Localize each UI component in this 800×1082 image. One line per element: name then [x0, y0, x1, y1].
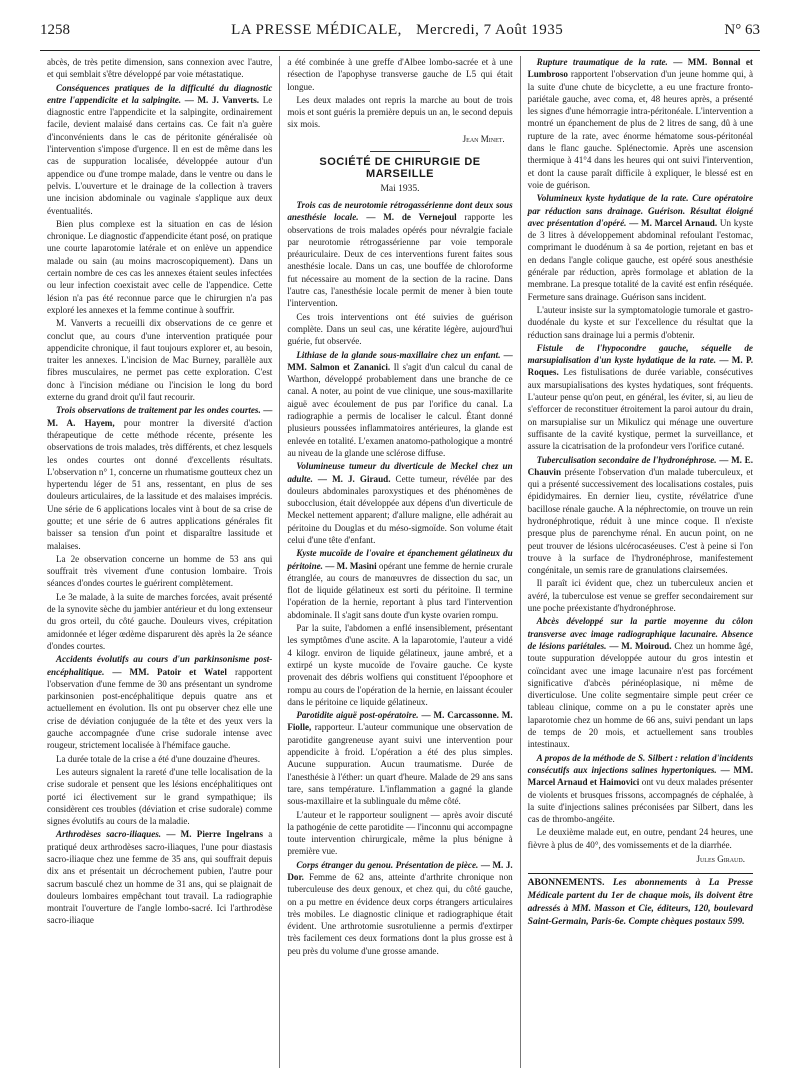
section-author: — M. Carcassonne. M. Fiolle, — [287, 710, 513, 733]
section-entry — [287, 859, 512, 957]
society-date: Mai 1935. — [380, 183, 420, 194]
issue-date: Mercredi, 7 Août 1935 — [416, 22, 564, 38]
section-text: Cette tumeur, révélée par des douleurs abdominales paroxystiques et des phénomènes de subocclusion, était développée aux dépens d'un diverticule de Meckel nettement apparent; d'allure maligne, elle adhérait au péritoine du Douglas et du méso-sigmoïde. Son volume était celui d'une tête d'enfant. — [287, 473, 513, 545]
column-1 — [40, 56, 279, 1068]
paragraph: Les auteurs signalent la rareté d'une telle localisation de la crise sudorale et pensent que les lésions encéphalitiques ont porté ici électivement sur le grand sympathique; ils considèrent ces troubles (déviation et crise sudorale) comme signes évolutifs au cours de la maladie. — [47, 766, 273, 827]
issue-number: N° 63 — [724, 22, 760, 38]
author-signature: Jules Giraud. — [696, 854, 745, 864]
paragraph: Ces trois interventions ont été suivies de guérison complète. Dans un seul cas, une kératite légère, aujourd'hui guérie, fut observée. — [287, 311, 513, 347]
section-text: Les fistulisations de durée variable, consécutives aux marsupialisations des kystes hydatiques, sont fréquents. L'auteur pense qu'on peut, en général, les éviter, si, au lieu de s'efforcer de reconstituer étroitement la paroi autour du drain, on marsupialise sur un Mikulicz qui ménage une ouverture suffisante de la cavité kystique, permet la surveillance, et assure la cicatrisation de la profondeur vers l'orifice cutané. — [527, 367, 753, 452]
section-text: rapportent l'observation d'un jeune homme qui, à la suite d'une chute de bicyclette, a eu une fracture fronto-pariétale gauche, avec coma, et, 48 heures après, a présenté les signes d'une hémorragie intra-péritonéale. L'intervention a montré un épanchement de plus de 2 litres de sang, dû à une rupture de la rate, avec énorme hématome sous-péritonéal dans le flanc gauche. Splénectomie. Après une ascension thermique à 41°4 dans les heures qui ont suivi l'intervention, et dont la cause paraît difficile à expliquer, le blessé est en voie de guérison. — [527, 69, 753, 190]
section-text: rapportent l'observation d'une femme de 30 ans présentant un syndrome parkinsonien post-encéphalitique depuis quatre ans et actuellement en évolution. Ils ont pu observer chez elle une crise de déviation conjuguée de la tête et des yeux vers la gauche accompagnée d'une crise sudorale intense avec rougeur, strictement localisée à l'hémiface gauche. — [47, 666, 273, 751]
paragraph: a été combinée à une greffe d'Albee lombo-sacrée et à une résection de l'apophyse transverse gauche de L5 qui était longue. — [287, 57, 513, 92]
divider — [528, 873, 753, 874]
section-text: présente l'observation d'un malade tuberculeux, et qui a présenté successivement des localisations costales, puis épididymaires. En dernier lieu, cystite, révélatrice d'une bacillose rénale gauche. A la néphrectomie, on trouve un rein hydronéphrotique, réduit à une mince coque. Il n'existe presque plus de parenchyme rénal. En aucun point, on ne peut trouver de lésions ulcérocaséeuses. C'est à peine si l'on trouve à la surface de l'hydronéphrose, manifestement congénitale, un semis rare de granulations clairsemées. — [527, 466, 753, 576]
section-entry — [287, 547, 512, 621]
section-entry — [47, 828, 272, 926]
paragraph: Le deuxième malade eut, en outre, pendant 24 heures, une fièvre à plus de 40°, des vomissements et de la diarrhée. — [527, 827, 753, 850]
column-2 — [279, 56, 519, 1068]
section-text: Le diagnostic entre l'appendicite et la salpingite, ordinairement facile, devient malaisé dans certains cas. Ce fait n'a guère d'inconvénients dans le cas de péritonite généralisée où l'intervention s'impose d'urgence. Il en est de même dans les cas de suppuration localisée, développée autour d'un appendice ou d'une trompe malade, dans le ventre ou dans le pelvis. L'ouverture et le drainage de la collection à travers une incision abdominale ou vaginale s'applique aux deux éventualités. — [47, 94, 273, 216]
author-signature: Jean Minet. — [462, 133, 505, 144]
paragraph: Bien plus complexe est la situation en cas de lésion chronique. Le diagnostic d'appendicite étant posé, on pratique une courte laparotomie latérale et on enlève un appendice malade ou sain (au moins macroscopiquement). Dans un certain nombre de ces cas les annexes étaient seules infectées ou leur infection coexistait avec celle de l'appendice. Cette lésion n'a pas été reconnue parce que le chirurgien n'a pas exploré les annexes et la femme continue à souffrir. — [47, 218, 273, 315]
section-title: Accidents évolutifs au cours d'un parkinsonisme post-encéphalitique. — [47, 654, 273, 677]
section-title: A propos de la méthode de S. Silbert : relation d'incidents consécutifs aux injections salines hypertoniques. — [527, 752, 753, 775]
section-text: rapporteur. L'auteur communique une observation de parotidite gangreneuse ayant suivi une intervention pour appendicite à froid. L'opération a été des plus simples. Aucune suppuration. Aucun traumatisme. Durée de l'anesthésie à l'éther: un quart d'heure. Malade de 29 ans sans tare, sans température. L'inflammation a gagné la glande sous-maxillaire et la sublinguale du même côté. — [287, 722, 513, 807]
section-author: — M. Masini — [325, 560, 377, 571]
page-number: 1258 — [40, 22, 70, 38]
section-title: Fistule de l'hypocondre gauche, séquelle de marsupialisation d'un kyste hydatique de la rate. — [527, 342, 753, 366]
paragraph: La durée totale de la crise a été d'une douzaine d'heures. — [56, 753, 260, 764]
section-entry — [47, 404, 272, 552]
section-author: — M. P. Roques. — [527, 355, 753, 378]
subscription-heading: ABONNEMENTS. — [527, 878, 605, 889]
section-title: Trois cas de neurotomie rétrogassérienne dont deux sous anesthésie locale. — [287, 199, 513, 223]
paragraph: La 2e observation concerne un homme de 53 ans qui souffrait très vivement d'une contusion lombaire. Trois séances d'ondes courtes le guérirent complètement. — [47, 553, 273, 589]
journal-masthead — [70, 22, 724, 39]
section-author: — MM. Bonnal et Lumbroso — [527, 57, 753, 80]
section-entry — [287, 349, 512, 460]
section-title: Volumineuse tumeur du diverticule de Meckel chez un adulte. — [287, 461, 513, 484]
section-text: a pratiqué deux arthrodèses sacro-iliaques, l'une pour diastasis sacro-iliaque chez une femme de 35 ans, qui souffrait depuis dix ans et présentait un décrochement pubien, l'autre pour sacrum basculé chez un homme de 31 ans, qui se plaignait de douleurs lombaires empêchant tout travail. La radiographie montrait l'ouverture de l'angle lombo-sacré. Ici l'arthrodèse sacro-iliaque — [47, 829, 273, 926]
section-author: — M. A. Hayem, — [47, 405, 273, 428]
section-author: — MM. Marcel Arnaud et Haimovici — [527, 764, 753, 788]
section-entry — [47, 653, 272, 751]
section-title: Corps étranger du genou. Présentation de pièce. — [296, 859, 479, 870]
section-author: — M. J. Vanverts. — [184, 94, 260, 105]
section-text: Femme de 62 ans, atteinte d'arthrite chronique non tuberculeuse des deux genoux, et chez qui, du côté gauche, on a pu mettre en évidence deux corps étrangers articulaires très mobiles. Le diagnostic clinique et radiographique était évident. Une arthrotomie susrotulienne a permis d'extirper très facilement ces deux formations dont la plus grosse est à peu près du volume d'une grosse amande. — [287, 872, 513, 956]
section-text: Chez un homme âgé, toute suppuration développée autour du gros intestin et coïncidant avec une image lacunaire n'est pas forcément significative d'abcès périnéoplasique, ni même de diverticulose. Une colite segmentaire simple peut créer ce tableau clinique, comme on a pu le constater après une laparotomie chez un homme de 66 ans, suivi pendant un laps de temps de 20 mois, et actuellement sans troubles intestinaux. — [527, 640, 753, 750]
section-title: Abcès développé sur la partie moyenne du côlon transverse avec image radiographique lacunaire. Absence de lésions pariétales. — [527, 616, 753, 651]
section-entry — [528, 192, 753, 303]
divider — [370, 151, 430, 152]
section-text: Il s'agit d'un calcul du canal de Warthon, développé probablement dans une branche de ce canal. A noter, au point de vue clinique, une sous-maxillarite aiguë avec écoulement de pus par l'orifice du canal. La radiographie a permis de localiser le calcul. Étant donné plusieurs poussées inflammatoires antérieures, la glande est enlevée en totalité. L'examen anatomo-pathologique a montré au niveau de la glande une sclérose diffuse. — [287, 361, 513, 458]
section-title: Arthrodèses sacro-iliaques. — [56, 829, 162, 840]
page-header — [40, 22, 760, 44]
section-author: — MM. Salmon et Zananici. — [287, 349, 513, 372]
section-title: Volumineux kyste hydatique de la rate. Cure opératoire par réduction sans drainage. Guérison. Résultat éloigné avec présentation d'opéré. — [527, 193, 753, 228]
section-entry — [287, 199, 512, 310]
section-entry — [528, 752, 753, 826]
section-title: Tuberculisation secondaire de l'hydronéphrose. — [536, 454, 717, 465]
article-columns — [40, 56, 760, 1068]
section-title: Rupture traumatique de la rate. — [536, 57, 668, 67]
section-title: Lithiase de la glande sous-maxillaire chez un enfant. — [296, 349, 501, 360]
section-title: Kyste mucoïde de l'ovaire et épanchement gélatineux du péritoine. — [287, 548, 513, 571]
subscription-notice — [528, 877, 753, 929]
section-author: — M. Marcel Arnaud. — [629, 217, 718, 228]
society-heading: SOCIÉTÉ DE CHIRURGIE DE MARSEILLE — [319, 156, 481, 181]
paragraph: L'auteur insiste sur la symptomatologie tumorale et gastro-duodénale du kyste et sur l'excellence du résultat que la réduction sans drainage lui a permis d'obtenir. — [527, 304, 753, 340]
section-title: Trois observations de traitement par les ondes courtes. — [56, 405, 261, 416]
section-text: pour montrer la diversité d'action thérapeutique de cette méthode récente, présente les observations de trois malades, très différents, et chez lesquels les ondes courtes ont donné d'excellents résultats. L'observation n° 1, concerne un rhumatisme goutteux chez un hypertendu léger de 51 ans, ressentant, en plus de ses douleurs articulaires, de la lassitude et des malaises imprécis. Une série de 6 applications locales vint à bout de sa crise de goutte; et une série de 6 autres applications générales fit baisser sa tension d'un point et disparaître lassitude et malaises. — [47, 417, 273, 551]
paragraph: Par la suite, l'abdomen a enflé insensiblement, présentant les symptômes d'une ascite. A la laparotomie, l'auteur a vidé 4 kilogr. environ de liquide gélatineux, jaune ambré, et a extirpé un kyste mucoïde de l'ovaire gauche. Ce kyste provenait des débris wolfiens qui constituent l'époophore et rompu au cours de l'opération de la hernie, en laissant écouler dans le péritoine ce liquide gélatineux. — [287, 623, 513, 707]
section-author: — M. de Vernejoul — [366, 212, 457, 223]
section-author: — MM. Patoir et Watel — [112, 666, 227, 677]
subscription-text: Les abonnements à La Presse Médicale partent du 1er de chaque mois, ils doivent être adressés à MM. Masson et Cie, éditeurs, 120, boulevard Saint-Germain, Paris-6e. Compte chèques postaux 599. — [527, 878, 753, 928]
section-entry — [287, 460, 512, 546]
section-entry — [528, 454, 753, 577]
section-text: opérant une femme de hernie crurale étranglée, au cours de manœuvres de dissection du sac, un flot de liquide gélatineux est sorti du péritoine. Il termine l'opération de la hernie, reportant à plus tard l'intervention abdominale. Il s'agit sans doute d'un kyste ovarien rompu. — [287, 560, 513, 620]
section-entry — [528, 615, 753, 750]
section-entry — [47, 82, 272, 217]
paragraph: Il paraît ici évident que, chez un tuberculeux ancien et avéré, la tuberculose est venue se greffer secondairement sur une poche préexistante d'hydronéphrose. — [527, 578, 753, 614]
section-entry — [528, 56, 753, 191]
header-rule — [40, 50, 760, 51]
section-author: — M. J. Dor. — [287, 859, 513, 882]
section-entry — [287, 709, 512, 807]
section-text: rapporte les observations de trois malades opérés pour névralgie faciale par neurotomie rétrogassérienne par voie temporale préauriculaire. Deux de ces interventions furent faites sous anesthésie locale. Dans un cas, une bouffée de chloroforme fut nécessaire au moment de la section de la racine. Dans l'autre cas, l'anesthésie locale permit de mener à bien toute l'intervention. — [287, 212, 513, 309]
section-text: ont vu deux malades présenter de violents et brusques frissons, accompagnés de céphalée, à la suite d'injections salines préconisées par Silbert, dans les cas de thrombo-angéite. — [527, 777, 753, 825]
section-author: — M. Pierre Ingelrans — [166, 829, 264, 840]
section-title: Conséquences pratiques de la difficulté du diagnostic entre l'appendicite et la salpingite. — [47, 82, 273, 105]
section-text: Un kyste de 3 litres à développement abdominal refoulant l'estomac, comprimant le duodénum à sa 4e portion, rejetant en bas et en dedans l'angle colique gauche, est opéré sous anesthésie générale par réduction, après formolage et ablation de la membrane. La presque totalité de la cavité est enfin réséquée. Fermeture sans drainage. Guérison sans incident. — [527, 217, 753, 302]
paragraph: M. Vanverts a recueilli dix observations de ce genre et conclut que, au cours d'une intervention pratiquée pour appendicite chronique, il faut toujours explorer et, au besoin, traiter les annexes. L'incision de Mac Burney, parallèle aux fibres musculaires, ne permet pas cette exploration. C'est donc à l'incision médiane ou l'incision le long du bord externe du grand droit qu'il faut recourir. — [47, 318, 273, 403]
section-author: — M. Moiroud. — [609, 640, 672, 651]
paragraph: Les deux malades ont repris la marche au bout de trois mois et sont guéris la première depuis un an, le second depuis six mois. — [287, 94, 513, 130]
section-title: Parotidite aiguë post-opératoire. — [296, 710, 419, 721]
paragraph: L'auteur et le rapporteur soulignent — après avoir discuté la pathogénie de cette parotidite — l'inconnu qui accompagne toute intervention chirurgicale, même la plus bénigne à première vue. — [287, 809, 513, 857]
column-3 — [520, 56, 760, 1068]
section-author: — M. J. Giraud. — [317, 473, 391, 484]
paragraph: abcès, de très petite dimension, sans connexion avec l'autre, et qui semblait s'être développé par voie métastatique. — [47, 57, 273, 80]
journal-title: LA PRESSE MÉDICALE, — [231, 22, 402, 38]
section-entry — [528, 342, 753, 453]
section-author: — M. E. Chauvin — [527, 454, 753, 477]
paragraph: Le 3e malade, à la suite de marches forcées, avait présenté de la synovite sèche du jambier antérieur et du long extenseur du gros orteil, du côté gauche. Douleurs vives, crépitation amidonnée et léger œdème disparurent dès après la 2e séance d'ondes courtes. — [47, 591, 273, 651]
